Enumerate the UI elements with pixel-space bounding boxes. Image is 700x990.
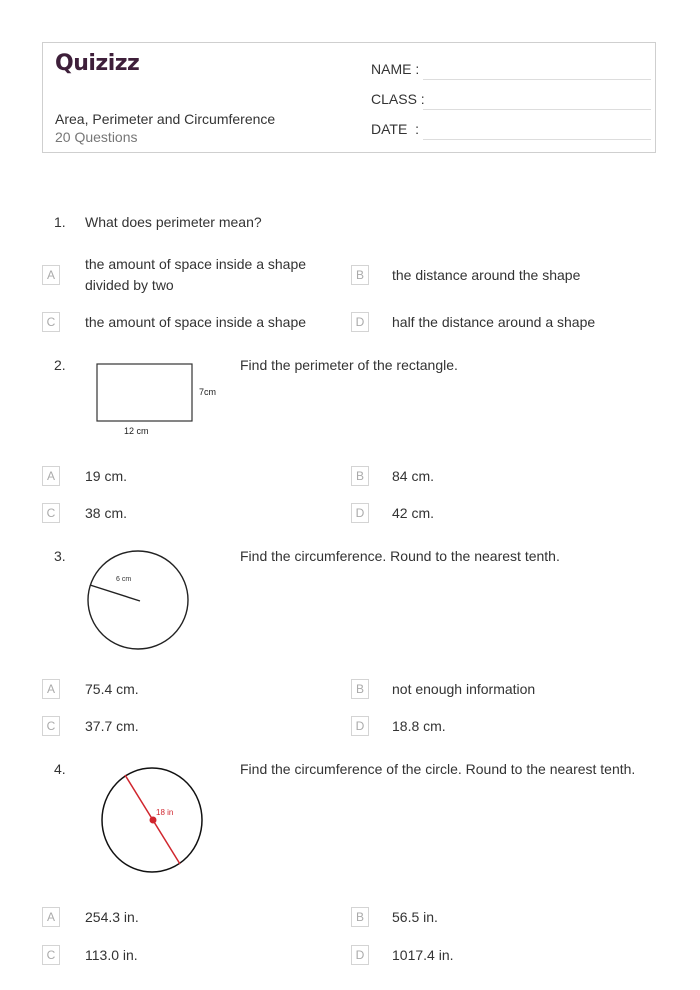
option-d-text[interactable]: 42 cm.	[392, 505, 435, 521]
radius-label: 6 cm	[116, 576, 132, 583]
diameter-label: 18 in	[156, 808, 174, 817]
worksheet-header	[42, 42, 656, 153]
option-a-box[interactable]: A	[42, 907, 60, 927]
option-d-text[interactable]: 18.8 cm.	[392, 718, 446, 734]
width-label: 12 cm	[124, 426, 149, 436]
class-line[interactable]	[423, 109, 651, 110]
option-c-box[interactable]: C	[42, 716, 60, 736]
option-c-box[interactable]: C	[42, 945, 60, 965]
worksheet-title: Area, Perimeter and Circumference	[55, 111, 276, 127]
question-number: 2.	[54, 357, 66, 373]
option-a-box[interactable]: A	[42, 466, 60, 486]
name-field[interactable]	[371, 61, 651, 81]
quizizz-logo: Quizizz	[55, 51, 140, 76]
option-b-box[interactable]: B	[351, 466, 369, 486]
question-count: 20 Questions	[55, 129, 138, 145]
option-b-box[interactable]: B	[351, 265, 369, 285]
name-line[interactable]	[423, 79, 651, 80]
question-text: What does perimeter mean?	[85, 214, 262, 230]
option-d-box[interactable]: D	[351, 503, 369, 523]
option-d-text[interactable]: 1017.4 in.	[392, 947, 454, 963]
question-text: Find the circumference of the circle. Round to the nearest tenth.	[240, 761, 636, 777]
question-text: Find the circumference. Round to the nearest tenth.	[240, 548, 560, 564]
option-c-text[interactable]: the amount of space inside a shape	[85, 314, 307, 330]
date-line[interactable]	[423, 139, 651, 140]
option-b-text[interactable]: not enough information	[392, 681, 536, 697]
question-number: 1.	[54, 214, 66, 230]
date-field[interactable]	[371, 121, 651, 141]
circle-diameter-figure	[100, 766, 210, 881]
option-a-box[interactable]: A	[42, 679, 60, 699]
option-a-text[interactable]: 19 cm.	[85, 468, 128, 484]
class-field[interactable]	[371, 91, 651, 111]
option-c-box[interactable]: C	[42, 312, 60, 332]
option-b-box[interactable]: B	[351, 907, 369, 927]
option-a-text[interactable]: 75.4 cm.	[85, 681, 139, 697]
option-b-text[interactable]: 84 cm.	[392, 468, 435, 484]
option-c-text[interactable]: 37.7 cm.	[85, 718, 139, 734]
option-d-box[interactable]: D	[351, 312, 369, 332]
option-c-text[interactable]: 38 cm.	[85, 505, 128, 521]
question-text: Find the perimeter of the rectangle.	[240, 357, 458, 373]
option-b-box[interactable]: B	[351, 679, 369, 699]
option-c-box[interactable]: C	[42, 503, 60, 523]
date-label: DATE :	[371, 121, 419, 137]
option-b-text[interactable]: the distance around the shape	[392, 267, 581, 283]
question-number: 4.	[54, 761, 66, 777]
option-a-text[interactable]: 254.3 in.	[85, 909, 139, 925]
option-d-box[interactable]: D	[351, 945, 369, 965]
class-label: CLASS :	[371, 91, 425, 107]
height-label: 7cm	[199, 387, 217, 397]
option-a-text[interactable]: the amount of space inside a shape divided by two	[85, 256, 307, 293]
option-a-box[interactable]: A	[42, 265, 60, 285]
option-d-box[interactable]: D	[351, 716, 369, 736]
option-c-text[interactable]: 113.0 in.	[85, 947, 138, 963]
circle-radius-figure	[86, 548, 196, 658]
question-number: 3.	[54, 548, 66, 564]
option-d-text[interactable]: half the distance around a shape	[392, 314, 596, 330]
name-label: NAME :	[371, 61, 420, 77]
option-b-text[interactable]: 56.5 in.	[392, 909, 438, 925]
rectangle-figure	[90, 360, 230, 450]
